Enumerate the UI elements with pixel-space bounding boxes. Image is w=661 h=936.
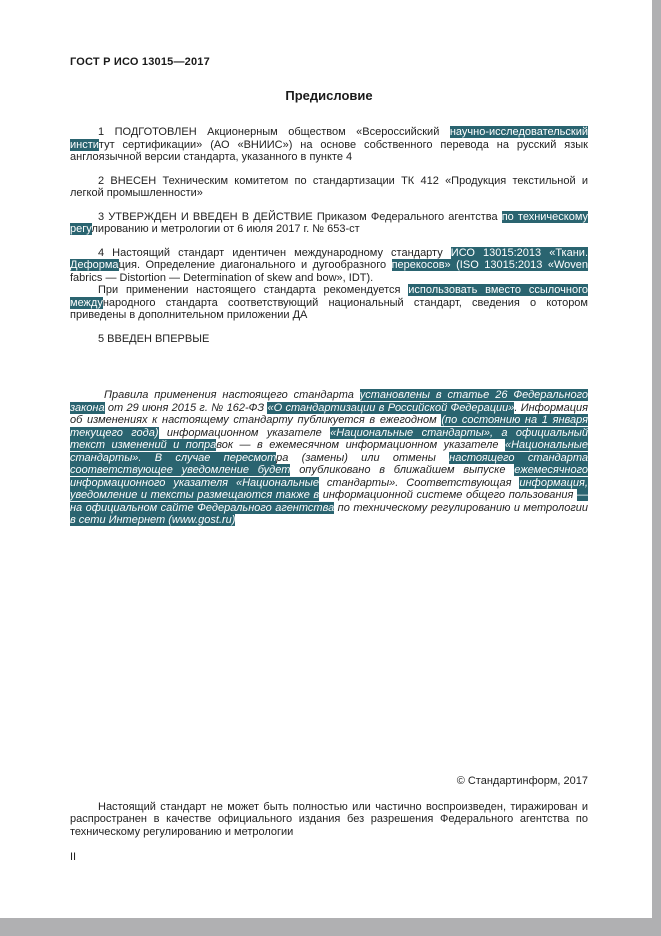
page-number: II (70, 851, 77, 863)
highlighted-text: — на официальном сайте Федерального агентства (70, 489, 589, 514)
preface-item-3 (70, 211, 588, 236)
highlighted-text: ИСО 13015:2013 «Ткани. Деформа (70, 246, 588, 271)
highlighted-text: информация, уведомление и тексты размещаются также в (70, 476, 588, 501)
text-run: по техническому регулированию и метрологии (334, 501, 588, 514)
preface-item-1 (70, 126, 588, 164)
highlighted-text: научно-исследовательский инсти (70, 126, 588, 151)
text-run: При применении настоящего стандарта рекомендуется (98, 284, 409, 296)
document-number: ГОСТ Р ИСО 13015—2017 (70, 56, 210, 68)
text-run: лированию и метрологии от 6 июля 2017 г. № 653-ст (91, 223, 360, 235)
text-run: ра (замены) или отмены (276, 451, 450, 464)
highlighted-text: «О стандартизации в Российской Федерации» (267, 401, 515, 414)
highlighted-text: ежемесячного информационного указателя «Национальные (70, 464, 588, 489)
highlighted-text: настоящего стандарта соответствующее уведомление будет (70, 451, 589, 476)
text-run: 4 Настоящий стандарт идентичен международному стандарту (98, 246, 451, 259)
highlighted-text: «Национальные стандарты», а официальный текст изменений и попра (70, 426, 588, 451)
text-run: стандарты». Соответствующая (318, 476, 520, 489)
highlighted-text: «Национальные стандарты». В случае пересмот (70, 439, 588, 464)
text-run: тут сертификации» (АО «ВНИИС») на основе собственного перевода на русский язык англоязычной версии стандарта, указанного в пункте 4 (70, 138, 588, 163)
preface-item-2 (70, 175, 588, 200)
text-run: 3 УТВЕРЖДЕН И ВВЕДЕН В ДЕЙСТВИЕ Приказом Федерального агентства (98, 210, 502, 223)
highlighted-text: (по состоянию на 1 января текущего года) (70, 414, 588, 439)
highlighted-text: в сети Интернет (www.gost.ru) (70, 514, 236, 526)
highlighted-text: по техническому регу (70, 210, 588, 235)
highlighted-text: перекосов» (ISO 13015:2013 «Woven (391, 259, 588, 271)
reproduction-restriction-note: Настоящий стандарт не может быть полностью или частично воспроизведен, тиражирован и распространен в качестве официального издания без разрешения Федерального агентства по техническому регулированию и метрологии (70, 800, 588, 838)
preface-item-4-note (70, 284, 588, 322)
text-run: от 29 июня 2015 г. № 162-ФЗ (104, 401, 268, 414)
text-run: информационной системе общего пользования (319, 489, 578, 501)
text-run: fabrics — Distortion — Determination of skew and bow», IDT). (70, 271, 374, 284)
preface-item-5 (70, 333, 588, 346)
highlighted-text: использовать вместо ссылочного между (70, 284, 588, 309)
text-run: Правила применения настоящего стандарта (104, 389, 360, 401)
page-title: Предисловие (285, 88, 373, 103)
application-rules-note (70, 389, 588, 527)
text-run: . Информация об изменениях к настоящему стандарту публикуется в ежегодном (70, 401, 588, 426)
preface-item-4 (70, 247, 588, 285)
text-run: вок — в ежемесячном информационном указателе (216, 439, 505, 451)
text-run: 1 ПОДГОТОВЛЕН Акционерным обществом «Всероссийский (98, 126, 450, 138)
highlighted-text: установлены в статье 26 Федерального закона (70, 389, 588, 414)
text-run: информационном указателе (158, 426, 331, 439)
text-run: опубликовано в ближайшем выпуске (290, 464, 515, 476)
text-run: народного стандарта соответствующий национальный стандарт, сведения о котором приведены в дополнительном приложении ДА (70, 296, 588, 321)
text-run: ция. Определение диагонального и дугообразного (118, 259, 392, 271)
copyright-notice: © Стандартинформ, 2017 (456, 774, 588, 787)
text-run: 2 ВНЕСЕН Техническим комитетом по стандартизации ТК 412 «Продукция текстильной и легкой промышленности» (70, 174, 588, 199)
text-run: 5 ВВЕДЕН ВПЕРВЫЕ (98, 332, 210, 345)
